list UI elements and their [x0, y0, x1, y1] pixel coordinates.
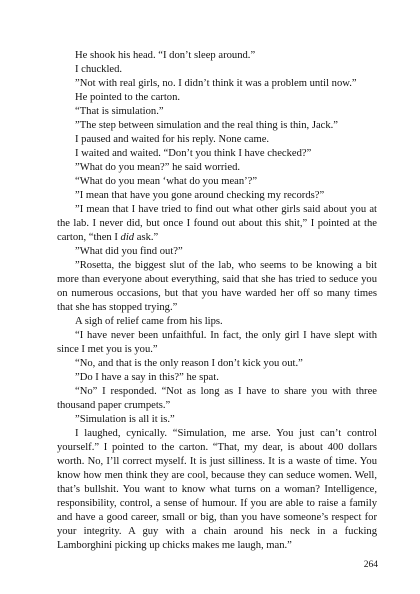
paragraph: ”I mean that I have tried to find out what other girls said about you at the lab. I never did, but once I found out about this shit,” I pointed at the carton, “then I did ask.”: [57, 204, 377, 243]
paragraph: He pointed to the carton.: [75, 92, 181, 103]
paragraph: “No” I responded. “Not as long as I have to share you with three thousand paper crumpets.”: [57, 386, 377, 411]
paragraph: ”I mean that have you gone around checking my records?”: [75, 190, 325, 201]
paragraph: “What do you mean ‘what do you mean’?”: [75, 176, 258, 187]
paragraph: He shook his head. “I don’t sleep around.”: [75, 50, 256, 61]
paragraph: “I have never been unfaithful. In fact, the only girl I have slept with since I met you is you.”: [57, 330, 377, 355]
emphasis: did: [120, 232, 135, 243]
paragraph: A sigh of relief came from his lips.: [75, 316, 223, 327]
paragraph: I waited and waited. “Don’t you think I have checked?”: [75, 148, 312, 159]
paragraph: I chuckled.: [75, 64, 123, 75]
body-text: [57, 49, 377, 553]
paragraph: “That is simulation.”: [75, 106, 164, 117]
page-number: 264: [363, 560, 378, 570]
paragraph: ”Simulation is all it is.”: [75, 414, 175, 425]
paragraph: I laughed, cynically. “Simulation, me arse. You just can’t control yourself.” I pointed to the carton. “That, my dear, is about 400 dollars worth. No, I’ll correct myself. It is just silliness. It is a waste of time. You know how men think they are cool, because they can seduce women. Well, that’s bullshit. You want to know what turns on a woman? Intelligence, responsibility, control, a sense of humour. If you are able to raise a family and have a good career, small or big, than you have someone’s respect for your integrity. A guy with a chain around his neck in a fucking Lamborghini picking up chicks makes me laugh, man.”: [57, 428, 377, 551]
paragraph: ”What do you mean?” he said worried.: [75, 162, 241, 173]
paragraph: ”Do I have a say in this?” he spat.: [75, 372, 219, 383]
paragraph: ”What did you find out?”: [75, 246, 183, 257]
paragraph: “No, and that is the only reason I don’t kick you out.”: [75, 358, 303, 369]
paragraph: ”The step between simulation and the real thing is thin, Jack.”: [75, 120, 339, 131]
paragraph: ”Rosetta, the biggest slut of the lab, who seems to be knowing a bit more than everyone about everything, said that she has tried to seduce you on numerous occasions, but that you have warded her off so many times that she has stopped trying.”: [57, 260, 377, 313]
paragraph: ”Not with real girls, no. I didn’t think it was a problem until now.”: [75, 78, 357, 89]
paragraph: I paused and waited for his reply. None came.: [75, 134, 270, 145]
